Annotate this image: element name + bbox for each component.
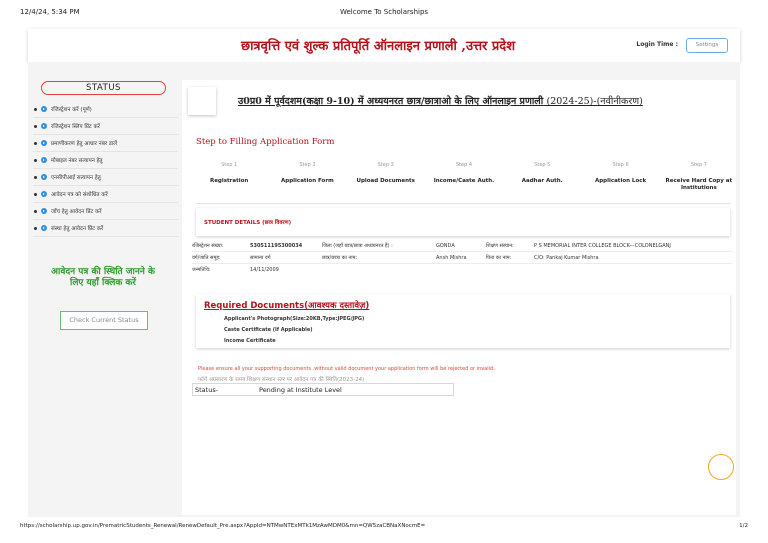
required-documents-title: Required Documents(आवश्यक दस्तावेज़) (204, 301, 370, 311)
portal-title: छात्रवृत्ति एवं शुल्क प्रतिपूर्ति ऑनलाइन प्रणाली ,उत्तर प्रदेश (240, 39, 516, 54)
bullet-icon (34, 193, 37, 196)
application-status-prompt: आवेदन पत्र की स्थिति जानने के लिए यहाँ क्लिक करें (51, 267, 155, 288)
sidebar-item-label: एनसीपीआई सत्यापन हेतु (51, 175, 101, 181)
step-hard-copy (660, 162, 738, 192)
step-number: Step 4 (455, 162, 473, 168)
sidebar-item-label: रजिस्ट्रेशन करें (पूर्ण) (51, 107, 92, 113)
details-row (192, 240, 732, 252)
district-value: GONDA (436, 243, 455, 249)
play-circle-icon (41, 157, 47, 163)
play-circle-icon (41, 191, 47, 197)
sidebar-item-print-for-verification[interactable] (33, 203, 178, 220)
sidebar-item-label: प्रमाणीकरण हेतु आधार नंबर डालें (51, 141, 117, 147)
district-label: जिला (जहाँ छात्र/छात्रा अध्ययनरत है) : (322, 243, 393, 249)
chat-icon[interactable] (708, 454, 734, 480)
play-circle-icon (41, 208, 47, 214)
step-number: Step 3 (377, 162, 394, 168)
bullet-icon (34, 142, 37, 145)
document-item: Applicant's Photograph(Size:20KB,Type:JPEG/JPG) (224, 316, 365, 322)
reg-no-value: 530511195300034 (250, 243, 303, 249)
step-number: Step 5 (534, 162, 551, 168)
page-url: https://scholarship.up.gov.in/PrematricStudents_Renewal/RenewDefault_Pre.aspx?AppId=NTMwNTExMTk1MzAwMDM0&mn=QW5zaCBNaXNocmE= (20, 523, 426, 529)
steps-title: Step to Filling Application Form (196, 137, 335, 147)
sidebar-item-label: रजिस्ट्रेशन स्लिप प्रिंट करें (51, 124, 100, 130)
step-label: Upload Documents (356, 178, 415, 184)
step-label: Receive Hard Copy at Institutions (665, 178, 733, 191)
sidebar-item-aadhar[interactable] (33, 135, 178, 152)
step-registration (190, 162, 268, 192)
step-label: Income/Caste Auth. (433, 178, 495, 184)
status-caption: फॉर्म अग्रसारण के समय शिक्षण संस्थान स्तर पर आवेदन पत्र की स्थिति(2023-24) (198, 377, 365, 383)
documents-notice: Please ensure all your supporting documents ,without valid document your application form will be rejected or invalid. (198, 366, 495, 372)
required-documents-card (196, 294, 730, 348)
step-label: Application Form (281, 178, 334, 184)
institution-label: शिक्षण संस्थान: (486, 243, 514, 249)
status-heading: STATUS (41, 81, 166, 95)
sidebar (28, 62, 178, 517)
step-number: Step 1 (221, 162, 238, 168)
page-heading-year: (2024-25)-(नवीनीकरण) (546, 96, 643, 107)
details-row (192, 252, 732, 264)
sidebar-item-print-for-institution[interactable] (33, 220, 178, 237)
play-circle-icon (41, 106, 47, 112)
father-name-value: C/O: Pankaj Kumar Mishra (534, 255, 599, 261)
sidebar-item-npci-verification[interactable] (33, 169, 178, 186)
play-circle-icon (41, 140, 47, 146)
print-header (0, 0, 768, 22)
sidebar-item-edit-application[interactable] (33, 186, 178, 203)
step-label: Aadhar Auth. (521, 178, 563, 184)
application-panel (182, 80, 736, 515)
sidebar-item-mobile-verification[interactable] (33, 152, 178, 169)
step-number: Step 6 (612, 162, 629, 168)
sidebar-item-registration-slip[interactable] (33, 118, 178, 135)
bullet-icon (34, 210, 37, 213)
page-heading-text: उ0प्र0 में पूर्वदशम(कक्षा 9-10) में अध्ययनरत छात्र/छात्राओ के लिए ऑनलाइन प्रणाली (238, 96, 544, 107)
step-number: Step 7 (690, 162, 707, 168)
student-name-label: छात्र/छात्रा का नाम: (322, 255, 358, 261)
category-value: सामान्य वर्ग (250, 255, 271, 261)
document-item: Income Certificate (224, 338, 276, 344)
details-row (192, 264, 732, 276)
bullet-icon (34, 159, 37, 162)
student-details-card (196, 208, 730, 236)
sidebar-item-label: संस्था हेतु आवेदन प्रिंट करें (51, 226, 104, 232)
status-value: Pending at Institute Level (259, 386, 342, 394)
print-page-title: Welcome To Scholarships (339, 8, 429, 16)
bullet-icon (34, 125, 37, 128)
step-application-form (268, 162, 346, 192)
reg-no-label: रजिस्ट्रेशन संख्या: (192, 243, 224, 249)
page-number: 1/2 (739, 523, 748, 529)
logo (188, 87, 216, 115)
page-heading (238, 94, 643, 107)
institution-value: P S MEMORIAL INTER COLLEGE BLOCK---COLONELGANJ (534, 243, 671, 249)
steps-row (190, 162, 738, 192)
step-number: Step 2 (299, 162, 316, 168)
document-item: Caste Certificate (If Applicable) (224, 327, 313, 333)
step-upload-documents (347, 162, 425, 192)
play-circle-icon (41, 225, 47, 231)
step-label: Application Lock (594, 178, 647, 184)
bullet-icon (34, 176, 37, 179)
category-label: वर्ग/जाति समूह: (192, 255, 221, 261)
student-details-table (192, 240, 732, 276)
sidebar-item-registration[interactable] (33, 101, 178, 118)
status-label: Status- (195, 386, 219, 394)
step-aadhar-auth (503, 162, 581, 192)
dob-label: जन्मतिथि: (192, 267, 211, 273)
father-name-label: पिता का नाम: (486, 255, 512, 261)
print-footer (0, 520, 768, 534)
bullet-icon (34, 227, 37, 230)
step-income-caste-auth (425, 162, 503, 192)
sidebar-menu (33, 101, 178, 237)
sidebar-item-label: आवेदन पत्र को संशोधित करें (51, 192, 108, 198)
play-circle-icon (41, 174, 47, 180)
divider (196, 203, 730, 204)
application-status-row (192, 383, 454, 396)
print-datetime: 12/4/24, 5:34 PM (20, 8, 80, 16)
student-details-title: STUDENT DETAILS (छात्र विवरण) (204, 220, 292, 226)
check-current-status-button[interactable]: Check Current Status (60, 311, 148, 330)
sidebar-item-label: मोबाइल नंबर सत्यापन हेतु (51, 158, 103, 164)
login-time-label: Login Time : (636, 41, 678, 48)
settings-button[interactable]: Settings (686, 38, 728, 53)
top-bar (28, 29, 740, 62)
dob-value: 14/11/2009 (250, 267, 279, 273)
play-circle-icon (41, 123, 47, 129)
student-name-value: Ansh Mishra (436, 255, 467, 261)
sidebar-item-label: जाँच हेतु आवेदन प्रिंट करें (51, 209, 102, 215)
step-label: Registration (209, 178, 249, 184)
step-application-lock (581, 162, 659, 192)
bullet-icon (34, 108, 37, 111)
main-content (178, 62, 740, 517)
